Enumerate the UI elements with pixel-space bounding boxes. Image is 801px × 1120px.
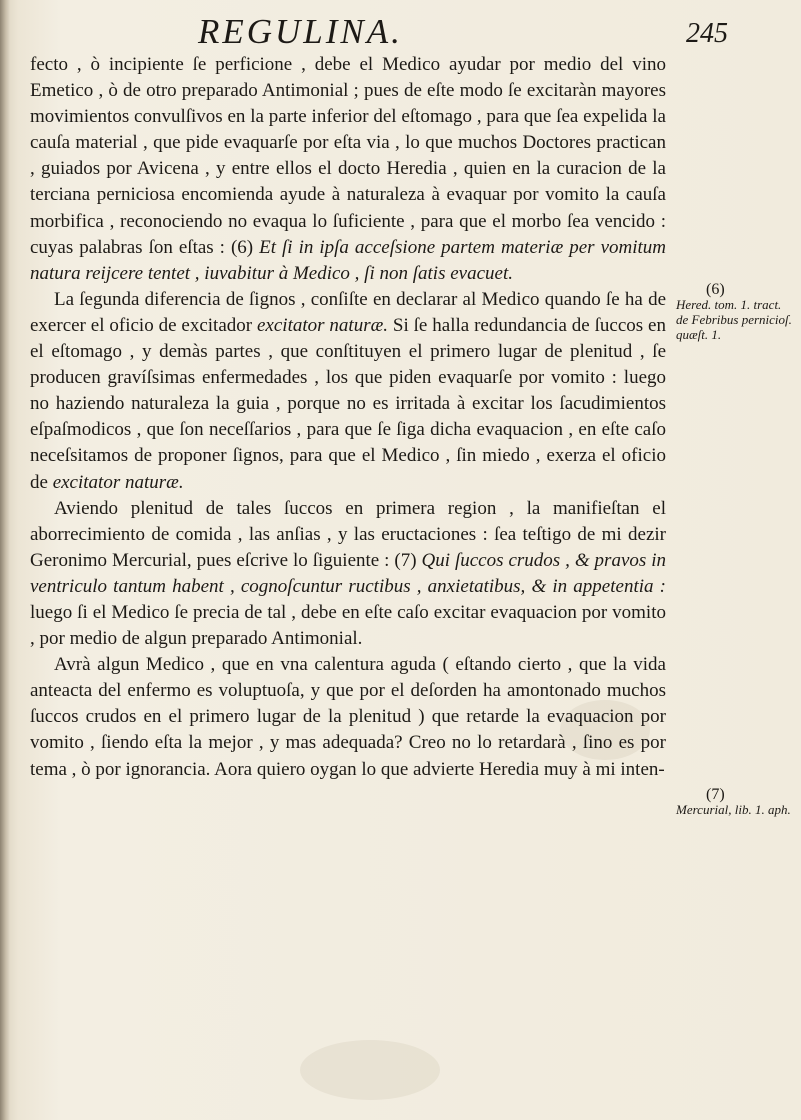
latin-quotation: Qui ſuccos crudos , & pravos in ventriculo tantum habent , cognoſcuntur ructibus , anxietatibus, & in appetentia : — [30, 549, 667, 597]
paragraph — [30, 287, 666, 496]
main-text — [30, 52, 666, 783]
paragraph-text: Avrà algun Medico , que en vna calentura aguda ( eſtando cierto , que la vida anteacta del enfermo es voluptuoſa, y que por el deſorden ha amontonado muchos ſuccos crudos en el primero lugar de la plenitud ) que retarde la evaquacion por vomito , ſiendo eſta la mejor , y mas adequada? Creo no lo retardarà , ſino es por tema , ò por ignorancia. Aora quiero oygan lo que advierte Heredia muy à mi inten- — [30, 654, 666, 780]
paper-stain — [300, 1040, 440, 1100]
paragraph — [30, 652, 666, 782]
paragraph-text: fecto , ò incipiente ſe perficione , debe el Medico ayudar por medio del vino Emetico , ò de otro preparado Antimonial ; pues de eſte modo ſe excitaràn mayores movimientos convulſivos en la parte inferior del eſtomago , para que ſea expelida la cauſa material , que pide evaquarſe por eſta via , lo que muchos Doctores practican , guiados por Avicena , y entre ellos el docto Heredia , quien en la curacion de la terciana perniciosa encomienda ayude à naturaleza à evaquar por vomito la cauſa morbifica , reconociendo no evaqua lo ſuficiente , para que el morbo ſea vencido : cuyas palabras ſon eſtas : (6) — [30, 54, 666, 258]
latin-quotation: excitator naturæ. — [52, 471, 184, 493]
latin-quotation: Et ſi in ipſa acceſsione partem materiæ per vomitum natura reijcere tentet , iuvabitur à Medico , ſi non ſatis evacuet. — [30, 236, 667, 284]
note-mark: (6) — [706, 281, 725, 298]
latin-quotation: excitator naturæ. — [257, 314, 389, 336]
note-mark: (7) — [706, 786, 725, 803]
paragraph-text: luego ſi el Medico ſe precia de tal , debe en eſte caſo excitar evaquacion por vomito , por medio de algun preparado Antimonial. — [30, 601, 666, 650]
paragraph-text: La ſegunda diferencia de ſignos , conſiſte en declarar al Medico quando ſe ha de exercer el oficio de excitador — [30, 288, 666, 336]
page-number: 245 — [686, 18, 728, 49]
paragraph — [30, 496, 666, 653]
running-title: REGULINA. — [198, 12, 403, 51]
paragraph — [30, 52, 666, 287]
note-text: Hered. tom. 1. tract. de Febribus pernicioſ. quæſt. 1. — [676, 297, 792, 342]
margin-note — [676, 787, 796, 817]
gutter-shadow — [0, 0, 10, 1120]
margin-note — [676, 282, 796, 342]
paragraph-text: Aviendo plenitud de tales ſuccos en primera region , la manifieſtan el aborrecimiento de comida , las anſias , y las eructaciones : ſea teſtigo de mi dezir Geronimo Mercurial, pues eſcrive lo ſiguiente : (7) — [30, 497, 666, 571]
note-text: Mercurial, lib. 1. aph. — [676, 802, 791, 817]
paragraph-text: Si ſe halla redundancia de ſuccos en el eſtomago , y demàs partes , que conſtituyen el primero lugar de plenitud , ſe producen gravíſsimas enfermedades , los que piden evaquarſe por vomito : luego no haziendo naturaleza la guia , porque no es irritada à excitar los ſacudimientos eſpaſmodicos , que ſon neceſſarios , para que ſe ſiga dicha evaquacion , en eſte caſo neceſsitamos de proponer ſignos, para que el Medico , ſin miedo , exerza el oficio de — [30, 314, 666, 493]
page-header — [0, 8, 801, 52]
